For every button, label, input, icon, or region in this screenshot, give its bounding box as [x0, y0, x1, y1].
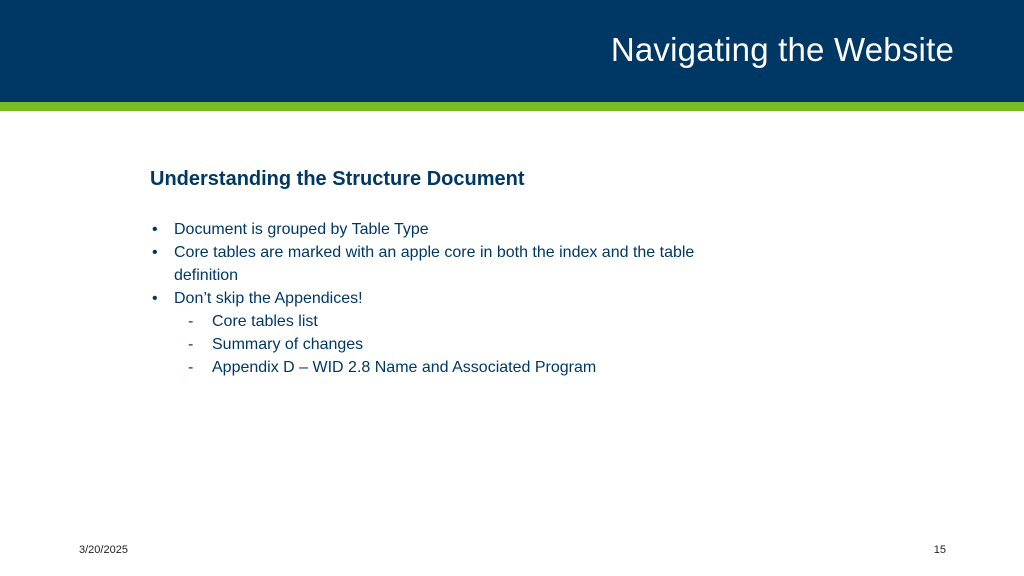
footer-date: 3/20/2025	[79, 544, 128, 556]
page-number: 15	[933, 544, 946, 556]
bullet-text: Core tables are marked with an apple core in both the index and the table definition	[174, 244, 695, 284]
sub-item	[174, 333, 750, 356]
section-heading: Understanding the Structure Document	[150, 168, 525, 190]
sub-item	[174, 356, 750, 379]
bullet-item	[150, 241, 750, 287]
dash-marker: -	[188, 336, 194, 353]
bullet-list	[150, 218, 750, 379]
sub-item	[174, 310, 750, 333]
slide-title: Navigating the Website	[610, 31, 954, 68]
bullet-marker: •	[152, 290, 158, 307]
bullet-marker: •	[152, 244, 158, 261]
bullet-text: Don’t skip the Appendices!	[174, 290, 363, 307]
accent-bar	[0, 102, 1024, 111]
sub-item-text: Summary of changes	[212, 336, 364, 353]
bullet-item	[150, 287, 750, 379]
dash-marker: -	[188, 313, 194, 330]
bullet-item	[150, 218, 750, 241]
sub-list	[174, 310, 750, 379]
bullet-text: Document is grouped by Table Type	[174, 221, 429, 238]
header-band	[0, 0, 1024, 102]
dash-marker: -	[188, 359, 194, 376]
sub-item-text: Core tables list	[212, 313, 318, 330]
sub-item-text: Appendix D – WID 2.8 Name and Associated Program	[212, 359, 597, 376]
bullet-marker: •	[152, 221, 158, 238]
slide-content	[150, 164, 750, 379]
